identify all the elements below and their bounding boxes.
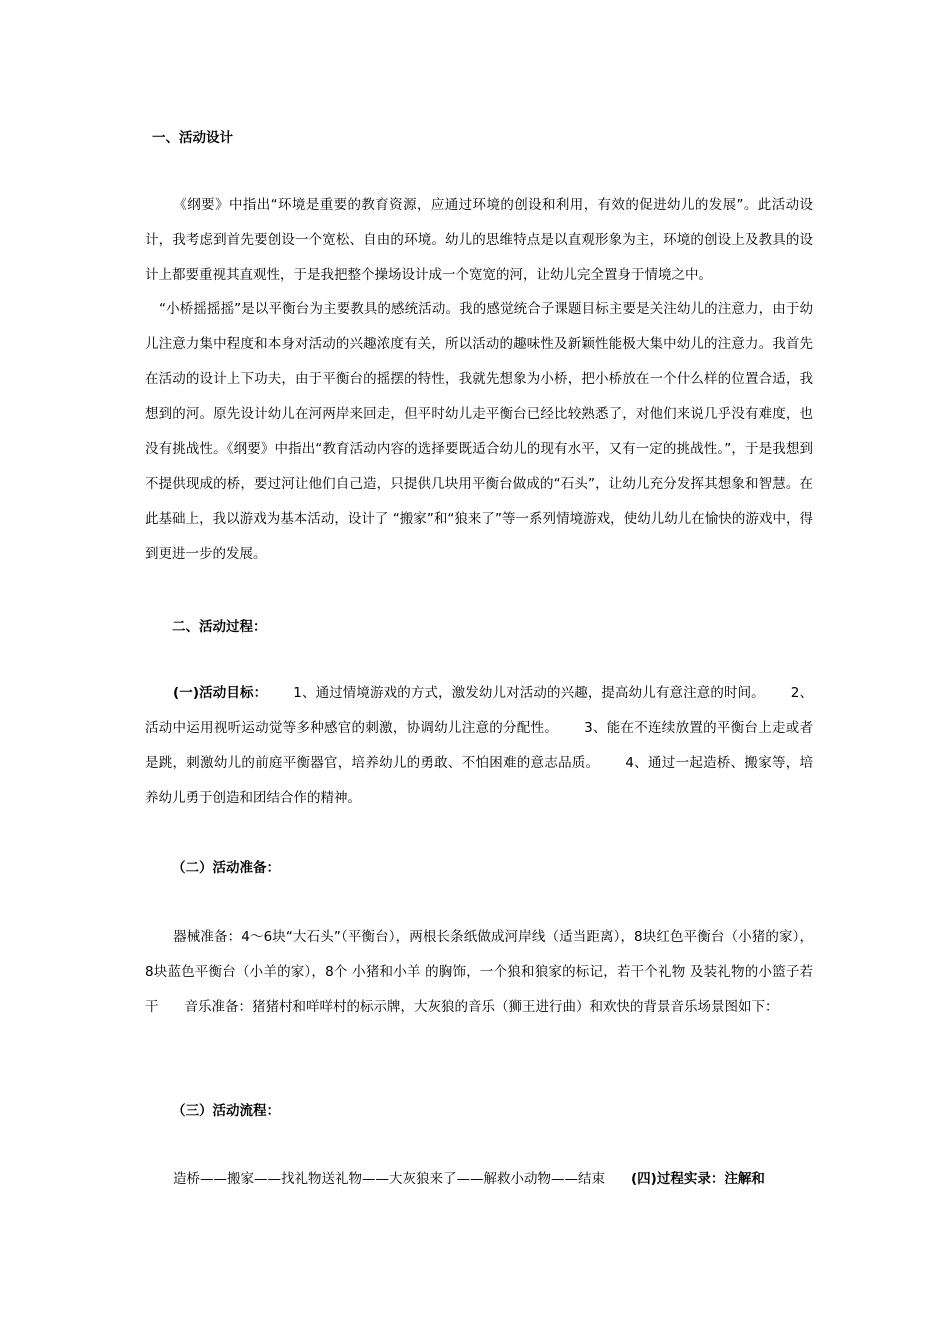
heading-activity-prep: （二）活动准备：	[172, 860, 280, 876]
design-paragraph-1	[145, 188, 813, 293]
goal-item-1: 1、通过情境游戏的方式，激发幼儿对活动的兴趣，提高幼儿有意注意的时间。	[293, 685, 765, 701]
flow-paragraph	[145, 1162, 813, 1197]
heading-activity-process: 二、活动过程：	[172, 619, 267, 635]
goals-label: (一)活动目标：	[173, 685, 268, 701]
prep-music: 音乐准备：猪猪村和咩咩村的标示牌，大灰狼的音乐（狮王进行曲）和欢快的背景音乐场景图如下：	[184, 999, 779, 1015]
design-paragraph-1-text: 《纲要》中指出“环境是重要的教育资源，应通过环境的创设和利用，有效的促进幼儿的发展”。此活动设计，我考虑到首先要创设一个宽松、自由的环境。幼儿的思维特点是以直观形象为主，环境的创设上及教具的设计上都要重视其直观性，于是我把整个操场设计成一个宽宽的河，让幼儿完全置身于情境之中。	[145, 197, 813, 283]
goal-item-4: 4、通过一起造桥、搬家等，培养幼儿勇于创造和团结合作的精神。	[145, 755, 814, 806]
heading-activity-design: 一、活动设计	[152, 130, 233, 146]
goal-item-2: 2、活动中运用视听运动觉等多种感官的刺激，协调幼儿注意的分配性。	[145, 685, 813, 736]
goal-item-3: 3、能在不连续放置的平衡台上走或者是跳，刺激幼儿的前庭平衡器官，培养幼儿的勇敢、不怕困难的意志品质。	[145, 720, 813, 771]
flow-text: 造桥——搬家——找礼物送礼物——大灰狼来了——解救小动物——结束	[173, 1171, 605, 1187]
prep-paragraph	[145, 920, 813, 1025]
record-heading: (四)过程实录：注解和	[631, 1171, 765, 1187]
prep-equipment: 器械准备：4～6块“大石头”（平衡台），两根长条纸做成河岸线（适当距离），8块红色平衡台（小猪的家），8块蓝色平衡台（小羊的家），8个 小猪和小羊 的胸饰，一个狼和狼家的标记，若干个礼物 及装礼物的小篮子若干	[145, 929, 813, 1015]
design-paragraph-2	[145, 292, 813, 572]
goals-paragraph	[145, 676, 813, 816]
heading-activity-flow: （三）活动流程：	[172, 1103, 280, 1119]
design-paragraph-2-text: “小桥摇摇摇”是以平衡台为主要教具的感统活动。我的感觉统合子课题目标主要是关注幼儿的注意力，由于幼儿注意力集中程度和本身对活动的兴趣浓度有关，所以活动的趣味性及新颖性能极大集中幼儿的注意力。我首先在活动的设计上下功夫，由于平衡台的摇摆的特性，我就先想象为小桥，把小桥放在一个什么样的位置合适，我想到的河。原先设计幼儿在河两岸来回走，但平时幼儿走平衡台已经比较熟悉了，对他们来说几乎没有难度，也没有挑战性。《纲要》中指出“教育活动内容的选择要既适合幼儿的现有水平，又有一定的挑战性。”，于是我想到不提供现成的桥，要过河让他们自己造，只提供几块用平衡台做成的“石头”，让幼儿充分发挥其想象和智慧。在此基础上，我以游戏为基本活动，设计了 “搬家”和“狼来了”等一系列情境游戏，使幼儿幼儿在愉快的游戏中，得到更进一步的发展。	[145, 301, 813, 562]
